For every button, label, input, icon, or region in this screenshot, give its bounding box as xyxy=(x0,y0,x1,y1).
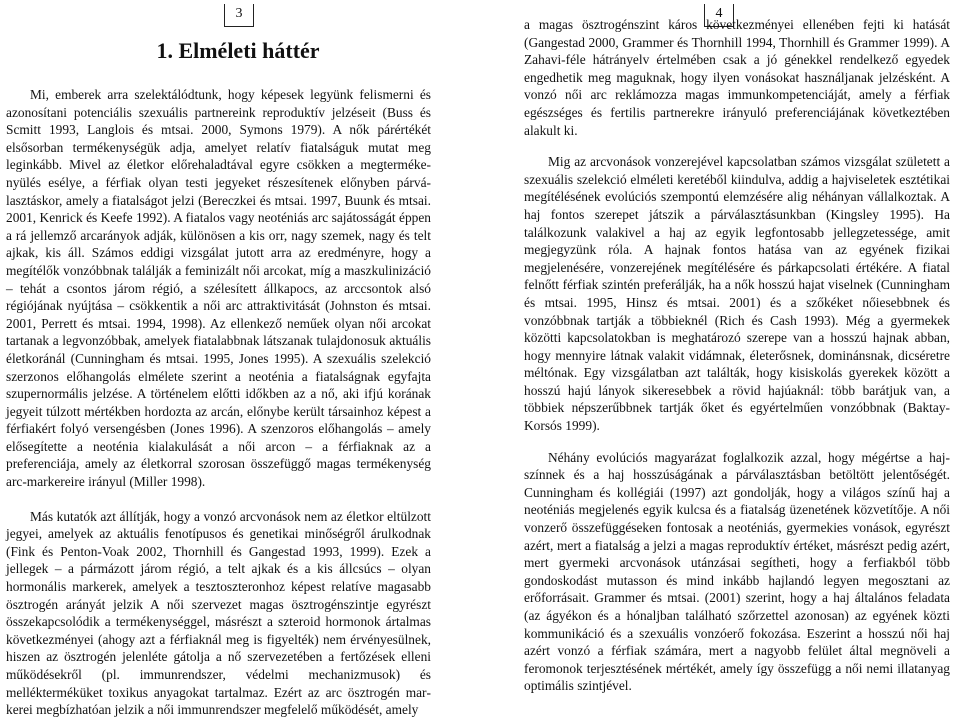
paragraph: a magas ösztrogénszint káros következményei ellenében fejti ki hatását (Gangestad 2000, Grammer és Thornhill 1994, Thornhill és Grammer 1999). A Zahavi-féle hátrányelv értelmében csak a jó génekkel rendelkező egyedek engedhetik meg maguknak, hogy ilyen vonásokat használjanak jelzésként. A vonzó női arc reklámozza magas immunkompetenciáját, amely a férfiak egészséges és fertilis partnerekre irányuló preferenciájának következtében alakult ki. xyxy=(524,17,950,138)
right-page xyxy=(484,0,960,694)
paragraph: Néhány evolúciós magyarázat foglalkozik azzal, hogy mégértse a hajszínnek és a haj hosszúságának a párválasztásban betöltött jelentőségét. Cunningham és kollégiái (1997) azt gondolják, hogy a világos színű haj a neoténiás megjelenés egyik kulcsa és a fiatalság üzenetének közvetítője. A női vonzerő összefüggéseken fontosak a neoténiás, gyermekies vonások, egyrészt azért, mert a fiatalság a jelzi a magas reproduktív értéket, másrészt pedig azért, mert gyermeki arcvonások utánzásai segítheti, hogy a ferfiakból több gondoskodást mutasson és mind inkább hajlandó legyen megosztani az erőforrásait. Grammer és mtsai. (2001) szerint, hogy a haj általános feladata (az ágyékon és a hónaljban található szőrzettel azonosan) az egyének közti kommunikáció és a szexuális vonzóerő fokozása. Eszerint a hosszú női haj azért vonzó a férfiak számára, mert a nagyobb felület által megnöveli a feromonok terjesztésének mértékét, amely így összefügg a női nemi illatanyag optimális szintjével. xyxy=(524,449,950,694)
chapter-title: 1. Elméleti háttér xyxy=(156,38,320,63)
page-number: 3 xyxy=(224,4,254,27)
right-text-column xyxy=(524,16,950,695)
paragraph: Mi, emberek arra szelektálódtunk, hogy képesek legyünk felismerni és azonosítani potenciális szexuális partnereink reproduktív jelzéseit (Buss és Scmitt 1993, Langlois és mtsai. 2000, Symons 1979). A nők párértékét elsősorban termékenységük adja, amelyet relatív fiatalságuk mutat meg leginkább. Mivel az életkor előrehaladtával egyre csökken a megtermékenyülés esélye, a férfiak olyan testi jegyeket részesítenek előnyben párválasztáskor, amely a fiatalságot jelzi (Bereczkei és mtsai. 1997, Buunk és mtsai. 2001, Kenrick és Keefe 1992). A fiatalos vagy neoténiás arc sajátosságát éppen a rá jellemző arcarányok adják, különösen a kis orr, nagy szemek, nagy és telt ajkak, kis áll. Számos eddigi vizsgálat jutott arra az eredményre, hogy a megítélők vonzóbbnak találják a feminizált női arcokat, míg a maszkulinizáció – tehát a csontos járom régió, a szélesített állkapocs, az arccsontok alsó régiójának nyújtása – csökkentik a női arc attraktivitását (Johnston és mtsai. 2001, Perrett és mtsai. 1994, 1998). Az ellenkező neműek olyan női arcokat tartanak a legvonzóbbak, amelyek fiatalabbnak látszanak tulajdonosuk aktuális életkoránál (Cunningham és mtsai. 1995, Jones 1995). A szexuális szelekció szerzonos előhangolás elmélete szerint a neoténia a fiatalságnak egyfajta szupernormális jelzése. A történelem előtti időkben az a nő, aki ifjú korának jegyeit túlzott mértékben hordozta az arcán, előnybe került társainhoz képest a férfiakért folyó versengésben (Jones 1996). A szenzoros előhangolás – amely elősegítette a neoténia kialakulását a női arcon – a férfiaknak az a preferenciája, amely az életkorral szorosan összefüggő magas termékenység arc-markereire irányul (Miller 1998). xyxy=(6,87,431,490)
left-text-column xyxy=(6,86,431,719)
page-number: 4 xyxy=(704,4,734,27)
paragraph: Más kutatók azt állítják, hogy a vonzó arcvonások nem az életkor eltülzott jegyei, amelyek az aktuális fenotípusos és genetikai minőségről árulkodnak (Fink és Penton-Voak 2002, Thornhill és Gangestad 1993, 1999). Ezek a jellegek – a pármázott járom régió, a telt ajkak és a kis állcsúcs – olyan hormonális markerek, amelyek a tesztoszteronhoz képest relatíve magasabb ösztrogén arányát jelzik A női szervezet magas ösztrogénszintje egyrészt összekapcsolódik a termékenységgel, másrészt a szteroid hormonok ártalmas következményei (ahogy azt a férfiaknál meg is figyelték) nem érvényesülnek, hiszen az ösztrogén jelenléte gátolja a nő szervezetében a fertőzések elleni működésekről (pl. immunrendszer, védelmi mechanizmusok) és mellékterméküket toxikus anyagokat tartalmaz. Ezért az arc ösztrogén markerei megbízhatóan jelzik a női immunrendszer megfelelő működését, amely xyxy=(6,508,431,718)
paragraph: Mig az arcvonások vonzerejével kapcsolatban számos vizsgálat született a szexuális szelekció elméleti keretéből kiindulva, addig a hajviseletek esztétikai megítélésének evolúciós szempontú elemzésére alig néhányan vállalkoztak. A haj fontos szerepet játszik a párválasztásunkban (Kingsley 1995). Ha találkozunk valakivel a haj az egyik legfontosabb jellegzetessége, amit megjegyzünk róla. A hajnak fontos hatása van az egyének fizikai megjelenésére, vonzerejének megítélésére és párkapcsolati értékére. A fiatal felnőtt férfiak szintén preferálják, ha a nők hosszú hajat viselnek (Cunningham és mtsai. 1995, Hinsz és mtsai. 2001) és a szőkéket nőiesebbnek és vonzóbbnak tartják a többieknél (Rich és Cash 1993). Még a gyermekek közötti kapcsolatokban is meghatározó szerepe van a hosszú hajnak abban, hogy mennyire látnak valakit vidámnak, életerősnek, dominánsnak, dicséretre méltónak. Egy vizsgálatban azt találták, hogy kisiskolás gyerekek között a hosszú hajú lányok sikeresebbek a rövid hajúaknál: több barátjuk van, a többiek népszerűbbnek tartják őket és egyértelműen vonzóbbnak (Baktay-Korsós 1999). xyxy=(524,154,950,434)
left-page xyxy=(0,0,476,718)
